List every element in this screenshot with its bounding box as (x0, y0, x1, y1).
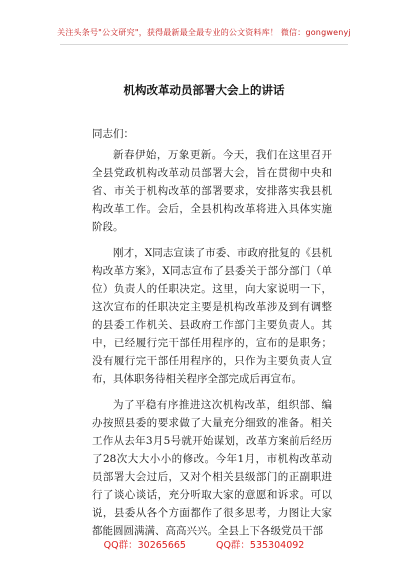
paragraph: 为了平稳有序推进这次机构改革，组织部、编办按照县委的要求做了大量充分细致的准备。相关工作从去年3月5号就开始谋划，改革方案前后经历了28次大大小小的修改。今年1月，市机构改革动员部署大会过后，又对个相关县级部门的正副职进行了谈心谈话，充分听取大家的意愿和诉求。可以说，县委从各个方面都作了很多思考，力图让大家都能圆圆满满、高高兴兴。全县上下各级党员干部 (92, 399, 332, 537)
paragraph: 刚才，X同志宣读了市委、市政府批复的《县机构改革方案》，X同志宣布了县委关于部分部门（单位）负责人的任职决定。这里，向大家说明一下，这次宣布的任职决定主要是机构改革涉及到有调整的县委工作机关、县政府工作部门主要负责人。其中，已经履行完干部任用程序的，宣布的是职务；没有履行完干部任用程序的，只作为主要负责人宣布，具体职务待相关程序全部完成后再宣布。 (92, 247, 332, 385)
paragraph: 新春伊始，万象更新。今天，我们在这里召开全县党政机构改革动员部署大会，旨在贯彻中央和省、市关于机构改革的部署要求，安排落实我县机构改革工作。会后，全县机构改革将进入具体实施阶段。 (92, 149, 332, 233)
header-divider (60, 44, 348, 45)
footer (0, 537, 408, 551)
document-body (92, 146, 332, 548)
salutation: 同志们： (92, 128, 134, 140)
footer-qq-2: QQ群：535304092 (215, 540, 305, 551)
footer-qq-1: QQ群：30265665 (103, 540, 186, 551)
header-note: 关注头条号"公文研究"，获得最新最全最专业的公文资料库！ 微信：gongwenyj (57, 28, 351, 37)
document-title: 机构改革动员部署大会上的讲话 (123, 83, 285, 97)
